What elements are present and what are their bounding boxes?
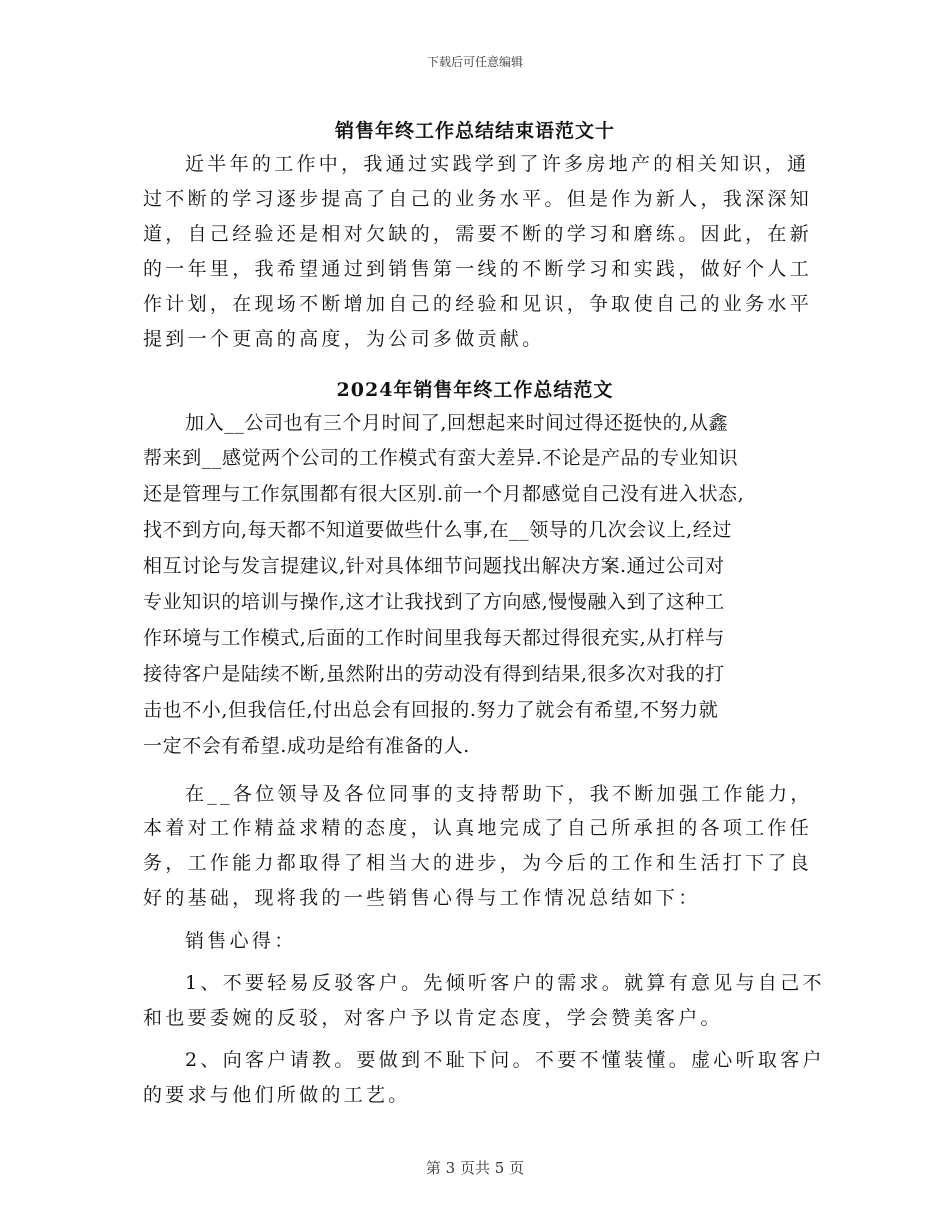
paragraph-line: 近半年的工作中，我通过实践学到了许多房地产的相关知识，通 [185, 153, 810, 175]
paragraph-line: 加入__公司也有三个月时间了,回想起来时间过得还挺快的,从鑫 [185, 412, 729, 434]
section-title-2: 2024年销售年终工作总结范文 [336, 379, 614, 401]
paragraph-line: 本着对工作精益求精的态度，认真地完成了自己所承担的各项工作任 [143, 817, 813, 839]
paragraph-line: 找不到方向,每天都不知道要做些什么事,在__领导的几次会议上,经过 [143, 519, 732, 541]
paragraph-line: 的一年里，我希望通过到销售第一线的不断学习和实践，做好个人工 [143, 258, 813, 280]
paragraph-line: 专业知识的培训与操作,这才让我找到了方向感,慢慢融入到了这种工 [143, 591, 725, 613]
paragraph-line: 务，工作能力都取得了相当大的进步，为今后的工作和生活打下了良 [143, 852, 813, 874]
paragraph-line: 的要求与他们所做的工艺。 [143, 1084, 411, 1106]
paragraph-line: 作环境与工作模式,后面的工作时间里我每天都过得很充实,从打样与 [143, 627, 725, 649]
paragraph-line: 和也要委婉的反驳，对客户予以肯定态度，学会赞美客户。 [143, 1007, 723, 1029]
paragraph-line: 过不断的学习逐步提高了自己的业务水平。但是作为新人，我深深知 [143, 188, 813, 210]
paragraph-line: 接待客户是陆续不断,虽然附出的劳动没有得到结果,很多次对我的打 [143, 663, 725, 685]
paragraph-line: 1、不要轻易反驳客户。先倾听客户的需求。就算有意见与自己不 [185, 972, 825, 994]
paragraph-line: 道，自己经验还是相对欠缺的，需要不断的学习和磨练。因此，在新 [143, 223, 813, 245]
paragraph-line: 作计划，在现场不断增加自己的经验和见识，争取使自己的业务水平 [143, 293, 813, 315]
paragraph-line: 2、向客户请教。要做到不耻下问。不要不懂装懂。虚心听取客户 [185, 1049, 825, 1071]
page-header: 下载后可任意编辑 [426, 55, 523, 69]
paragraph-line: 相互讨论与发言提建议,针对具体细节问题找出解决方案.通过公司对 [143, 555, 725, 577]
paragraph-line: 好的基础，现将我的一些销售心得与工作情况总结如下： [143, 887, 701, 909]
paragraph-line: 一定不会有希望.成功是给有准备的人. [143, 735, 470, 757]
section-title-1: 销售年终工作总结结束语范文十 [334, 120, 615, 142]
paragraph-line: 帮来到__感觉两个公司的工作模式有蛮大差异.不论是产品的专业知识 [143, 447, 739, 469]
paragraph-line: 销售心得： [185, 930, 297, 952]
paragraph-line: 击也不小,但我信任,付出总会有回报的.努力了就会有希望,不努力就 [143, 699, 719, 721]
paragraph-line: 在__各位领导及各位同事的支持帮助下，我不断加强工作能力， [185, 783, 813, 805]
paragraph-line: 提到一个更高的高度，为公司多做贡献。 [143, 328, 545, 350]
paragraph-line: 还是管理与工作氛围都有很大区别.前一个月都感觉自己没有进入状态, [143, 483, 745, 505]
page-footer: 第 3 页共 5 页 [425, 1159, 525, 1177]
